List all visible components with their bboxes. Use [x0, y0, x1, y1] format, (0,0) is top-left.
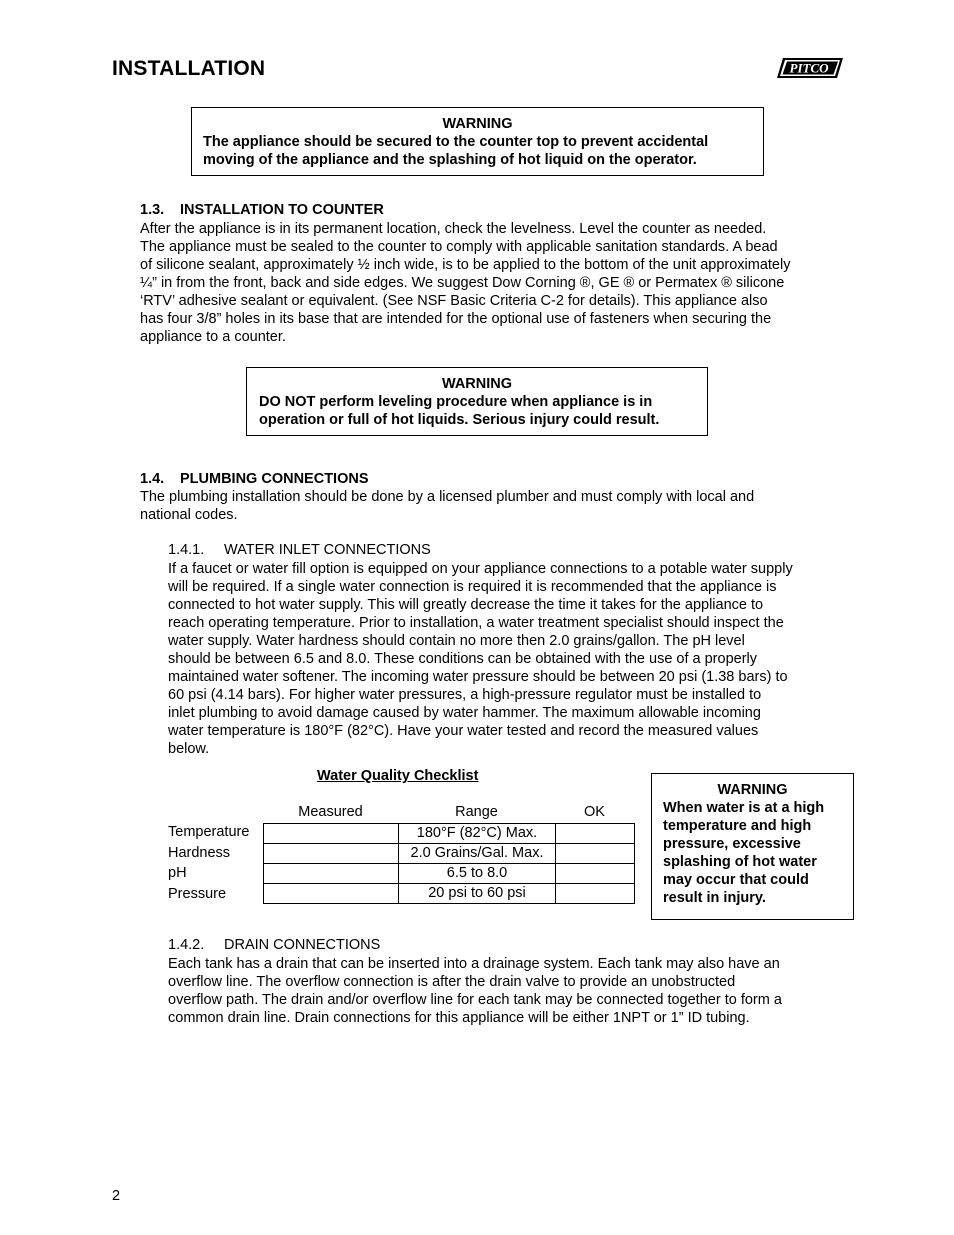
warning-heading: WARNING: [717, 782, 788, 798]
paragraph-drain: [168, 955, 852, 1027]
measured-cell[interactable]: [264, 824, 399, 844]
paragraph-line: water supply. Water hardness should contain no more then 2.0 grains/gallon. The pH level: [168, 633, 745, 649]
logo-text: PITCO: [789, 60, 829, 76]
ok-cell[interactable]: [556, 884, 635, 904]
paragraph-plumbing: [140, 488, 852, 524]
range-cell: 180°F (82°C) Max.: [399, 824, 556, 844]
measured-cell[interactable]: [264, 844, 399, 864]
paragraph-installation-to-counter: [140, 220, 852, 346]
row-label-pressure: Pressure: [168, 886, 227, 902]
paragraph-line: maintained water softener. The incoming water pressure should be between 20 psi (1.38 bars) to: [168, 669, 788, 685]
water-quality-table: [263, 823, 635, 904]
warning-text-line: temperature and high: [663, 818, 812, 834]
warning-box-splashing: [651, 773, 854, 920]
section-title: PLUMBING CONNECTIONS: [180, 471, 369, 487]
pitco-logo: [777, 57, 843, 79]
paragraph-water-inlet: [168, 560, 852, 758]
table-row: [264, 864, 635, 884]
range-cell: 6.5 to 8.0: [399, 864, 556, 884]
paragraph-line: The plumbing installation should be done by a licensed plumber and must comply with local and: [140, 489, 755, 505]
warning-heading: WARNING: [442, 116, 513, 132]
measured-cell[interactable]: [264, 884, 399, 904]
subsection-number: 1.4.1.: [168, 542, 205, 558]
ok-cell[interactable]: [556, 824, 635, 844]
page-number: 2: [112, 1188, 121, 1204]
warning-text-line: splashing of hot water: [663, 854, 817, 870]
paragraph-line: If a faucet or water fill option is equipped on your appliance connections to a potable water supply: [168, 561, 793, 577]
paragraph-line: Each tank has a drain that can be inserted into a drainage system. Each tank may also have an: [168, 956, 780, 972]
page-title: INSTALLATION: [112, 57, 266, 80]
section-heading-1-3: [140, 202, 384, 218]
paragraph-line: ‘RTV’ adhesive sealant or equivalent. (See NSF Basic Criteria C-2 for details). This appliance also: [140, 293, 768, 309]
warning-box-leveling: [246, 367, 708, 436]
paragraph-line: should be between 6.5 and 8.0. These conditions can be obtained with the use of a properly: [168, 651, 758, 667]
subsection-heading-1-4-2: [168, 937, 380, 953]
table-row: [264, 884, 635, 904]
paragraph-line: After the appliance is in its permanent location, check the levelness. Level the counter as needed.: [140, 221, 767, 237]
section-heading-1-4: [140, 471, 369, 487]
row-label-ph: pH: [168, 865, 187, 881]
table-row: [264, 824, 635, 844]
range-cell: 2.0 Grains/Gal. Max.: [399, 844, 556, 864]
column-header-range: Range: [455, 804, 498, 820]
checklist-title: Water Quality Checklist: [317, 768, 479, 784]
row-label-hardness: Hardness: [168, 845, 231, 861]
ok-cell[interactable]: [556, 844, 635, 864]
warning-text-line: moving of the appliance and the splashing of hot liquid on the operator.: [203, 152, 697, 168]
warning-text-line: pressure, excessive: [663, 836, 801, 852]
column-header-ok: OK: [584, 804, 605, 820]
warning-heading: WARNING: [441, 376, 513, 392]
paragraph-line: common drain line. Drain connections for this appliance will be either 1NPT or 1” ID tubing.: [168, 1010, 750, 1026]
subsection-title: DRAIN CONNECTIONS: [224, 937, 381, 953]
subsection-title: WATER INLET CONNECTIONS: [224, 542, 431, 558]
paragraph-line: water temperature is 180°F (82°C). Have your water tested and record the measured values: [168, 723, 759, 739]
paragraph-line: overflow path. The drain and/or overflow line for each tank may be connected together to form a: [168, 992, 782, 1008]
ok-cell[interactable]: [556, 864, 635, 884]
paragraph-line: has four 3/8” holes in its base that are intended for the optional use of fasteners when securing the: [140, 311, 772, 327]
section-number: 1.3.: [140, 202, 165, 218]
warning-box-secure: [191, 107, 764, 176]
measured-cell[interactable]: [264, 864, 399, 884]
warning-text-line: The appliance should be secured to the counter top to prevent accidental: [203, 134, 709, 150]
warning-text-line: When water is at a high: [663, 800, 825, 816]
paragraph-line: of silicone sealant, approximately ½ inch wide, is to be applied to the bottom of the unit approximately: [140, 257, 791, 273]
paragraph-line: reach operating temperature. Prior to installation, a water treatment specialist should inspect the: [168, 615, 784, 631]
warning-text-line: may occur that could: [663, 872, 809, 888]
warning-text-line: result in injury.: [663, 890, 766, 906]
section-number: 1.4.: [140, 471, 165, 487]
paragraph-line: will be required. If a single water connection is required it is recommended that the appliance is: [168, 579, 777, 595]
paragraph-line: 60 psi (4.14 bars). For higher water pressures, a high-pressure regulator must be installed to: [168, 687, 762, 703]
paragraph-line: inlet plumbing to avoid damage caused by water hammer. The maximum allowable incoming: [168, 705, 761, 721]
paragraph-line: national codes.: [140, 507, 238, 523]
section-title: INSTALLATION TO COUNTER: [180, 202, 384, 218]
paragraph-line: below.: [168, 741, 210, 757]
paragraph-line: ¼” in from the front, back and side edges. We suggest Dow Corning ®, GE ® or Permatex ® silicone: [140, 275, 785, 291]
column-header-measured: Measured: [298, 804, 363, 820]
warning-text-line: operation or full of hot liquids. Serious injury could result.: [259, 412, 660, 428]
paragraph-line: overflow line. The overflow connection is after the drain valve to provide an unobstructed: [168, 974, 736, 990]
subsection-heading-1-4-1: [168, 542, 431, 558]
paragraph-line: connected to hot water supply. This will greatly decrease the time it takes for the appliance to: [168, 597, 764, 613]
table-row: [264, 844, 635, 864]
paragraph-line: The appliance must be sealed to the counter to comply with applicable sanitation standards. A bead: [140, 239, 778, 255]
subsection-number: 1.4.2.: [168, 937, 205, 953]
warning-text-line: DO NOT perform leveling procedure when appliance is in: [259, 394, 653, 410]
row-label-temperature: Temperature: [168, 824, 250, 840]
paragraph-line: appliance to a counter.: [140, 329, 286, 345]
range-cell: 20 psi to 60 psi: [399, 884, 556, 904]
